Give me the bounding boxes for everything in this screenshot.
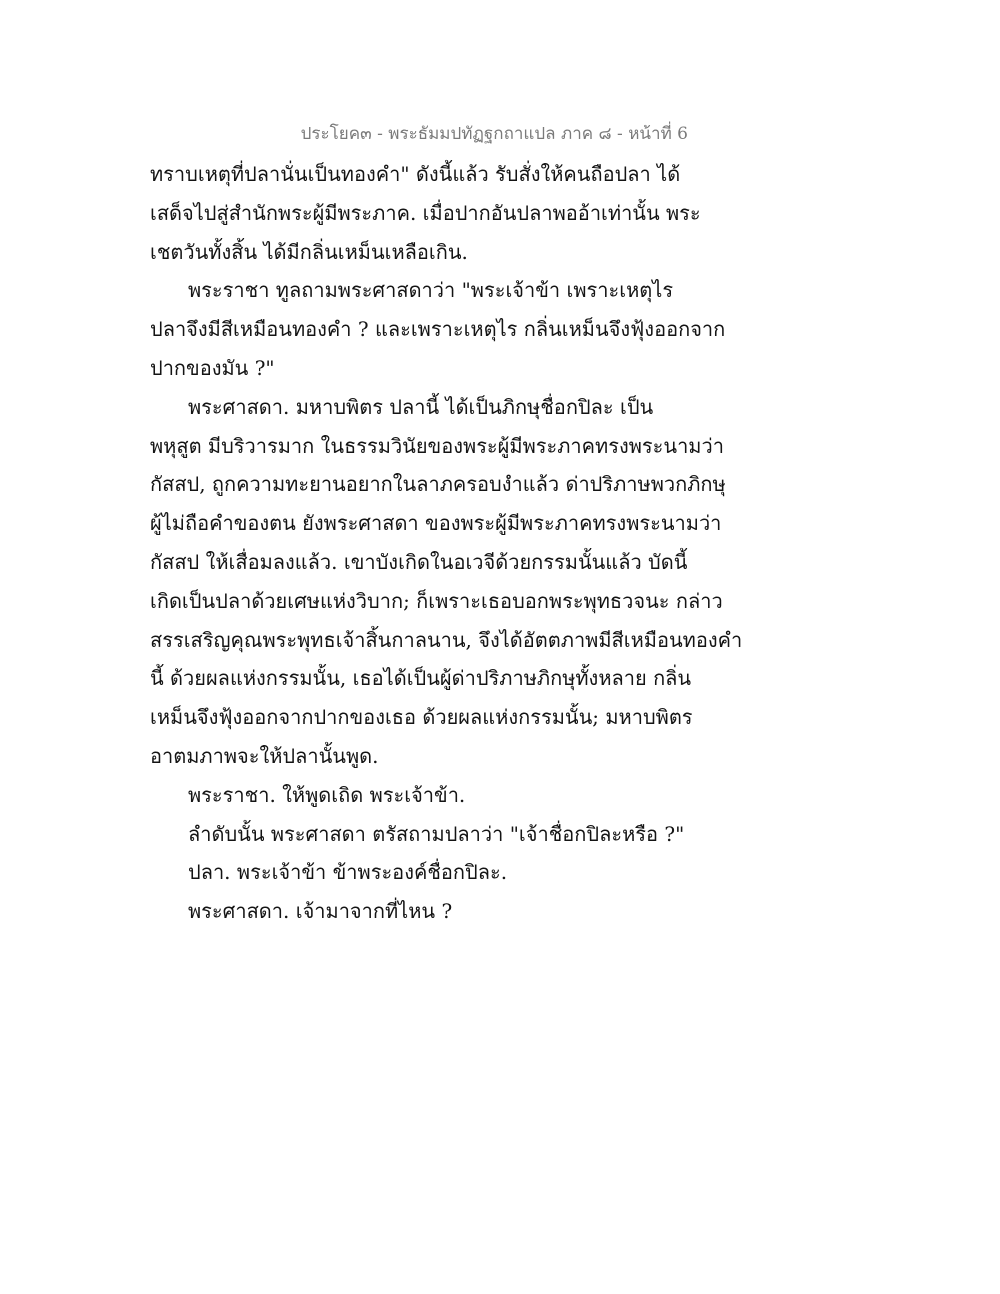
text-line: ผู้ไม่ถือคำของตน ยังพระศาสดา ของพระผู้มีพระภาคทรงพระนามว่า — [150, 511, 722, 536]
text-line: กัสสป ให้เสื่อมลงแล้ว. เขาบังเกิดในอเวจีด้วยกรรมนั้นแล้ว บัดนี้ — [150, 549, 688, 574]
text-line: กัสสป, ถูกความทะยานอยากในลาภครอบงำแล้ว ด่าปริภาษพวกภิกษุ — [150, 472, 726, 497]
text-line: นี้ ด้วยผลแห่งกรรมนั้น, เธอได้เป็นผู้ด่าปริภาษภิกษุทั้งหลาย กลิ่น — [150, 666, 692, 691]
text-line: ปลา. พระเจ้าข้า ข้าพระองค์ชื่อกปิละ. — [188, 860, 508, 885]
text-line: อาตมภาพจะให้ปลานั้นพูด. — [150, 743, 379, 768]
text-line: เกิดเป็นปลาด้วยเศษแห่งวิบาก; ก็เพราะเธอบอกพระพุทธวจนะ กล่าว — [150, 588, 723, 613]
text-line: เชตวันทั้งสิ้น ได้มีกลิ่นเหม็นเหลือเกิน. — [150, 239, 468, 264]
text-line: เสด็จไปสู่สำนักพระผู้มีพระภาค. เมื่อปากอันปลาพออ้าเท่านั้น พระ — [150, 200, 701, 225]
text-line: พระศาสดา. มหาบพิตร ปลานี้ ได้เป็นภิกษุชื่อกปิละ เป็น — [188, 394, 654, 419]
text-line: ปลาจึงมีสีเหมือนทองคำ ? และเพราะเหตุไร กลิ่นเหม็นจึงฟุ้งออกจาก — [150, 317, 726, 342]
text-line: ลำดับนั้น พระศาสดา ตรัสถามปลาว่า "เจ้าชื่อกปิละหรือ ?" — [188, 821, 685, 846]
text-line: ปากของมัน ?" — [150, 355, 275, 380]
text-line: พหุสูต มีบริวารมาก ในธรรมวินัยของพระผู้มีพระภาคทรงพระนามว่า — [150, 433, 724, 458]
text-line: พระศาสดา. เจ้ามาจากที่ไหน ? — [188, 899, 453, 924]
text-line: ทราบเหตุที่ปลานั่นเป็นทองคำ" ดังนี้แล้ว รับสั่งให้คนถือปลา ได้ — [150, 162, 681, 186]
page-header: ประโยค๓ - พระธัมมปทัฏฐกถาแปล ภาค ๘ - หน้าที่ 6 — [300, 124, 688, 144]
text-line: พระราชา. ให้พูดเถิด พระเจ้าข้า. — [188, 782, 466, 807]
text-line: พระราชา ทูลถามพระศาสดาว่า "พระเจ้าข้า เพราะเหตุไร — [188, 278, 674, 303]
text-line: เหม็นจึงฟุ้งออกจากปากของเธอ ด้วยผลแห่งกรรมนั้น; มหาบพิตร — [150, 705, 693, 730]
text-line: สรรเสริญคุณพระพุทธเจ้าสิ้นกาลนาน, จึงได้อัตตภาพมีสีเหมือนทองคำ — [150, 627, 743, 652]
body-text — [150, 155, 743, 931]
